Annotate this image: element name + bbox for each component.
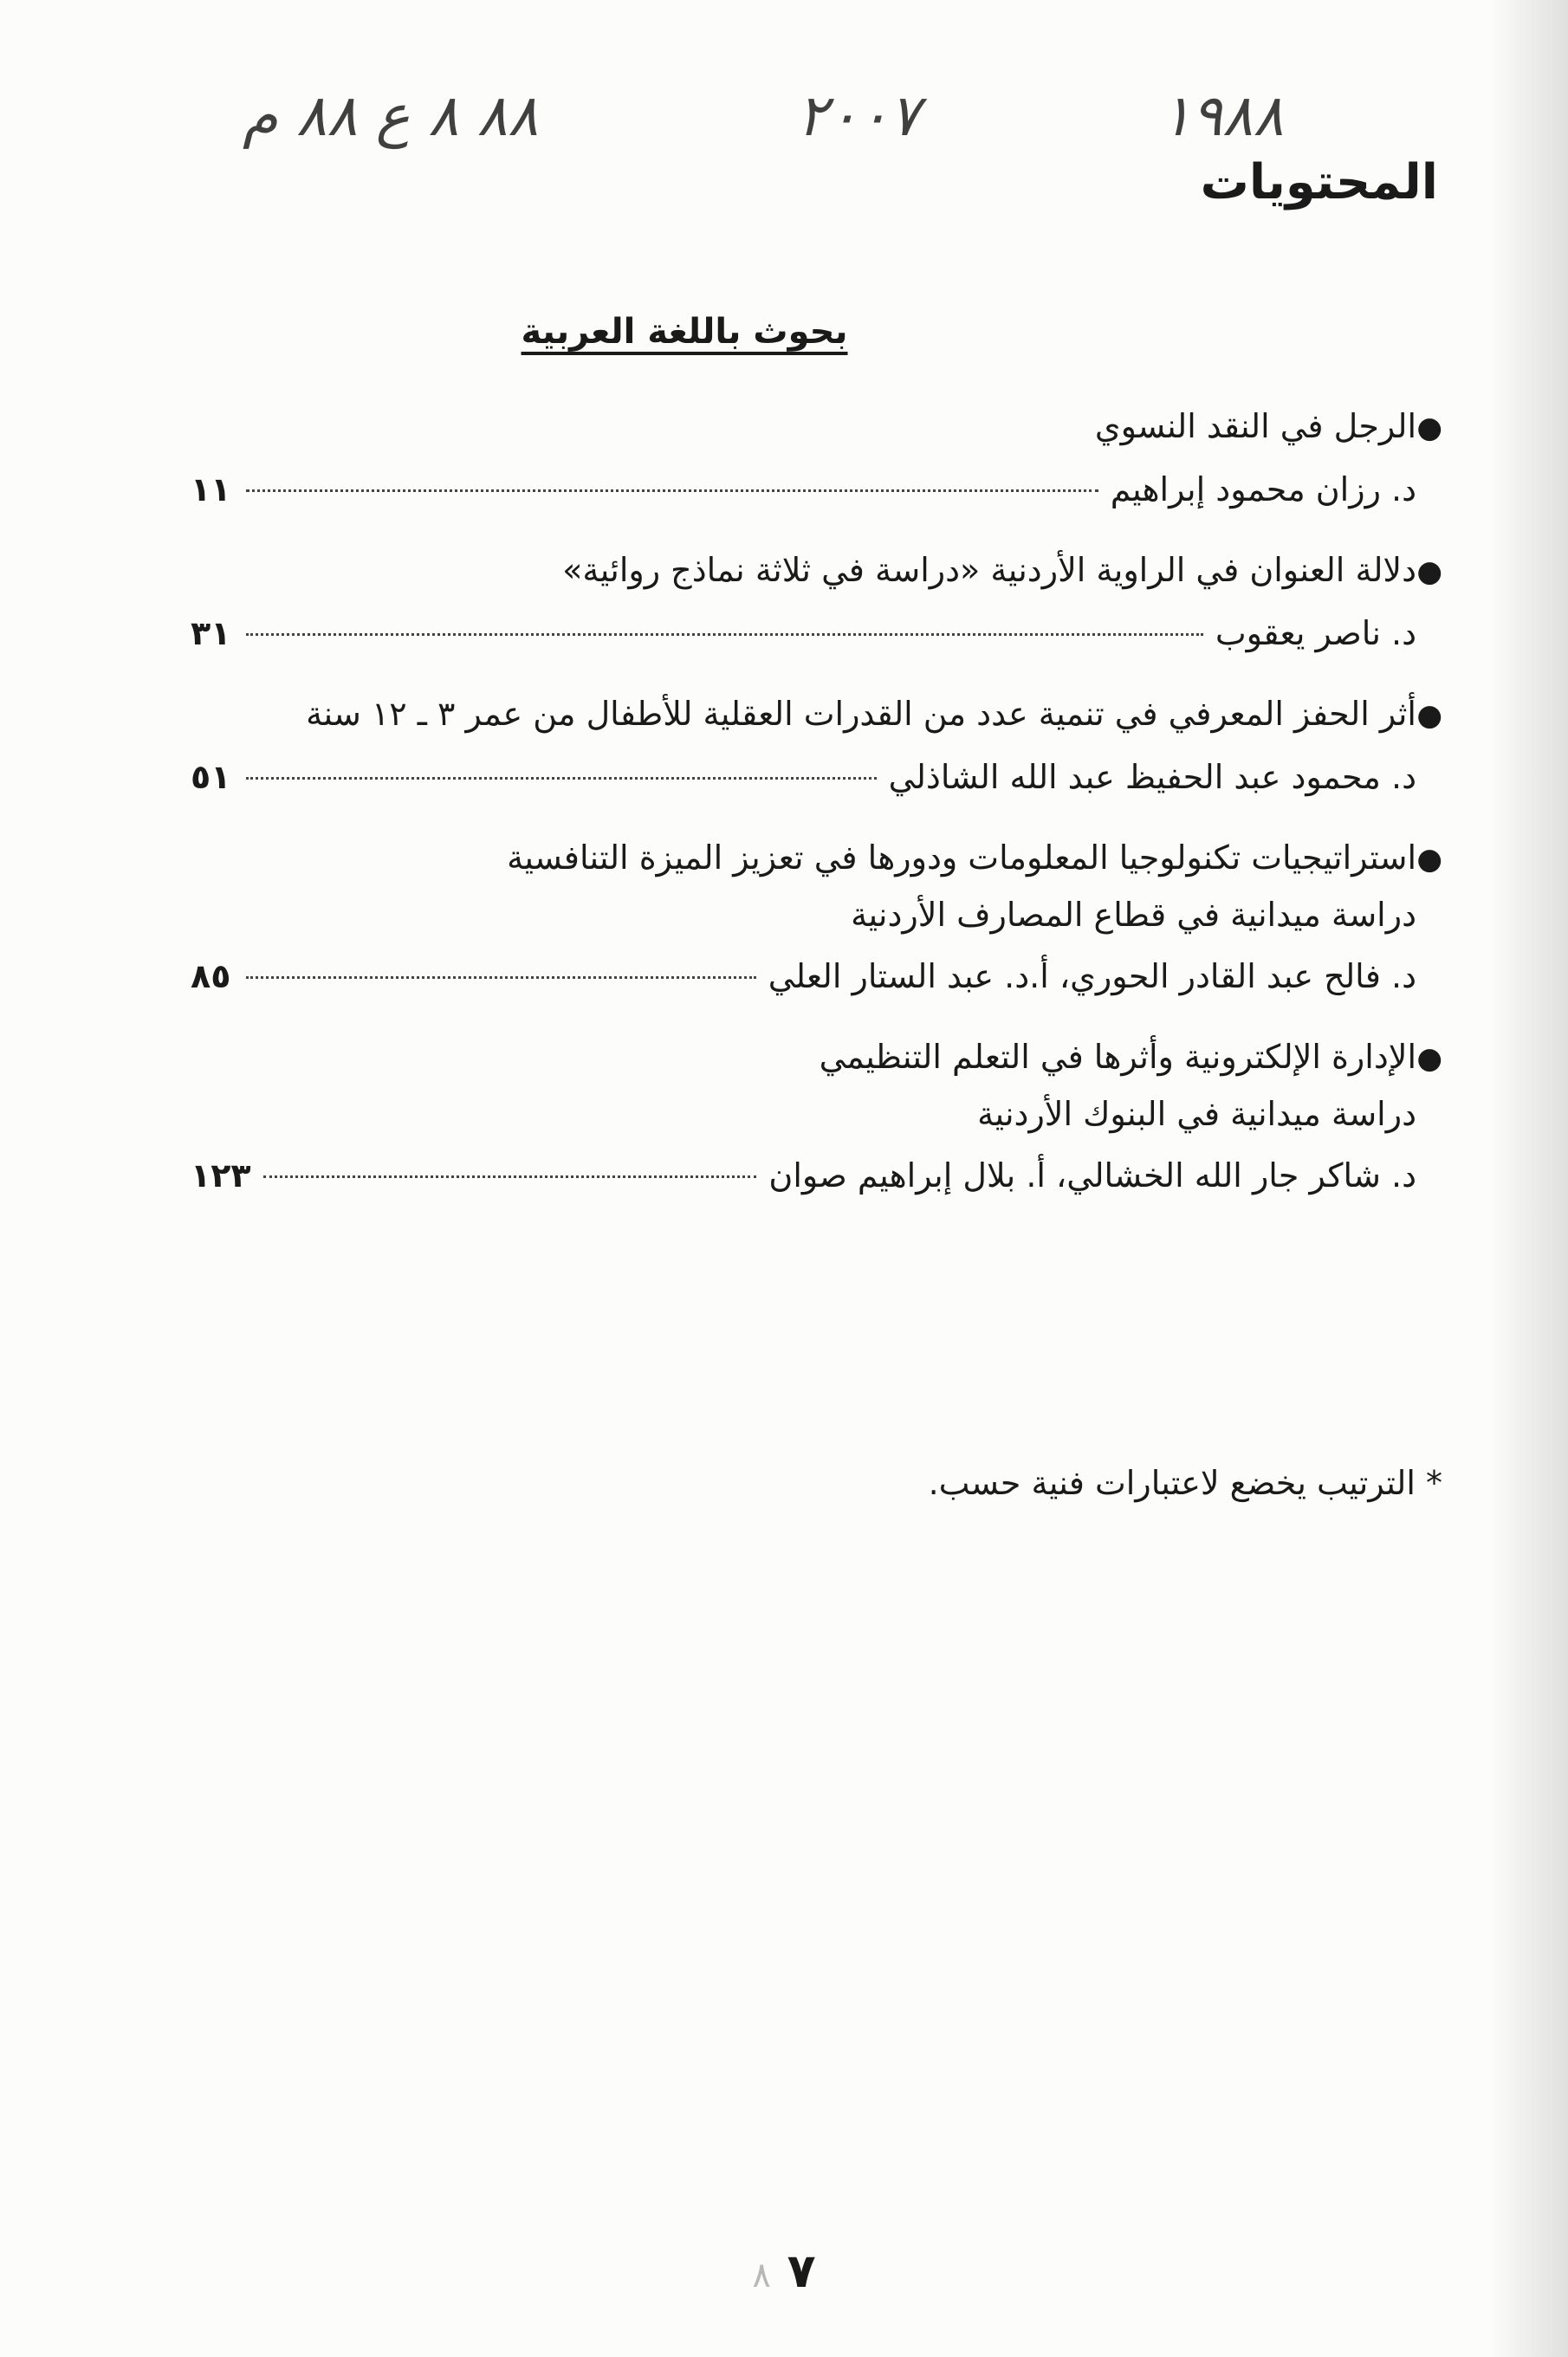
entry-author: د. شاكر جار الله الخشالي، أ. بلال إبراهيم صوان bbox=[768, 1156, 1416, 1195]
page-number bbox=[0, 2244, 1568, 2298]
entry-page-number: ٨٥ bbox=[191, 957, 231, 995]
page-title: المحتويات bbox=[1200, 154, 1438, 210]
page-number-value: ٧ bbox=[787, 2244, 816, 2298]
toc-entry bbox=[191, 1029, 1442, 1209]
bullet-icon: ● bbox=[1416, 698, 1442, 733]
entry-author-line bbox=[191, 456, 1442, 523]
entry-subtitle: دراسة ميدانية في قطاع المصارف الأردنية bbox=[851, 896, 1416, 934]
handwritten-note-left: ٨٨ ٨ ع ٨٨ م bbox=[243, 82, 539, 149]
bullet-icon: ● bbox=[1416, 842, 1442, 877]
handwritten-annotations bbox=[243, 82, 1343, 195]
dot-leader bbox=[246, 633, 1203, 636]
entry-title: ● الإدارة الإلكترونية وأثرها في التعلم التنظيمي bbox=[191, 1029, 1442, 1086]
entry-author-line bbox=[191, 942, 1442, 1010]
entry-page-number: ١١ bbox=[191, 470, 231, 508]
entry-author-line bbox=[191, 599, 1442, 667]
entry-author: د. محمود عبد الحفيظ عبد الله الشاذلي bbox=[888, 758, 1416, 796]
table-of-contents bbox=[191, 398, 1442, 1228]
entry-title: ● استراتيجيات تكنولوجيا المعلومات ودورها في تعزيز الميزة التنافسية bbox=[191, 830, 1442, 887]
bullet-icon: ● bbox=[1416, 1041, 1442, 1076]
entry-author: د. ناصر يعقوب bbox=[1215, 614, 1416, 652]
entry-author-line bbox=[191, 743, 1442, 811]
bullet-icon: ● bbox=[1416, 554, 1442, 589]
toc-entry bbox=[191, 398, 1442, 523]
entry-page-number: ١٢٣ bbox=[191, 1156, 251, 1195]
handwritten-note-middle: ٢٠٠٧ bbox=[797, 82, 920, 149]
entry-title: ● أثر الحفز المعرفي في تنمية عدد من القدرات العقلية للأطفال من عمر ٣ ـ ١٢ سنة bbox=[191, 686, 1442, 743]
toc-entry bbox=[191, 686, 1442, 811]
toc-entry bbox=[191, 542, 1442, 667]
entry-page-number: ٣١ bbox=[191, 614, 231, 652]
page-number-faint: ٨ bbox=[752, 2256, 771, 2295]
dot-leader bbox=[263, 1175, 757, 1178]
page-edge-shadow bbox=[1490, 0, 1568, 2357]
dot-leader bbox=[246, 976, 756, 979]
dot-leader bbox=[246, 777, 877, 780]
entry-author-line bbox=[191, 1142, 1442, 1209]
entry-title: ● الرجل في النقد النسوي bbox=[191, 398, 1442, 456]
dot-leader bbox=[246, 489, 1098, 492]
entry-subtitle: دراسة ميدانية في البنوك الأردنية bbox=[977, 1095, 1416, 1133]
entry-title: ● دلالة العنوان في الراوية الأردنية «دراسة في ثلاثة نماذج روائية» bbox=[191, 542, 1442, 599]
footnote: * الترتيب يخضع لاعتبارات فنية حسب. bbox=[928, 1464, 1442, 1502]
toc-entry bbox=[191, 830, 1442, 1010]
entry-author: د. فالح عبد القادر الحوري، أ.د. عبد الستار العلي bbox=[768, 957, 1416, 995]
entry-author: د. رزان محمود إبراهيم bbox=[1110, 470, 1416, 508]
section-heading: بحوث باللغة العربية bbox=[521, 312, 848, 352]
entry-page-number: ٥١ bbox=[191, 758, 231, 796]
bullet-icon: ● bbox=[1416, 411, 1442, 445]
handwritten-note-right: ١٩٨٨ bbox=[1161, 82, 1284, 149]
